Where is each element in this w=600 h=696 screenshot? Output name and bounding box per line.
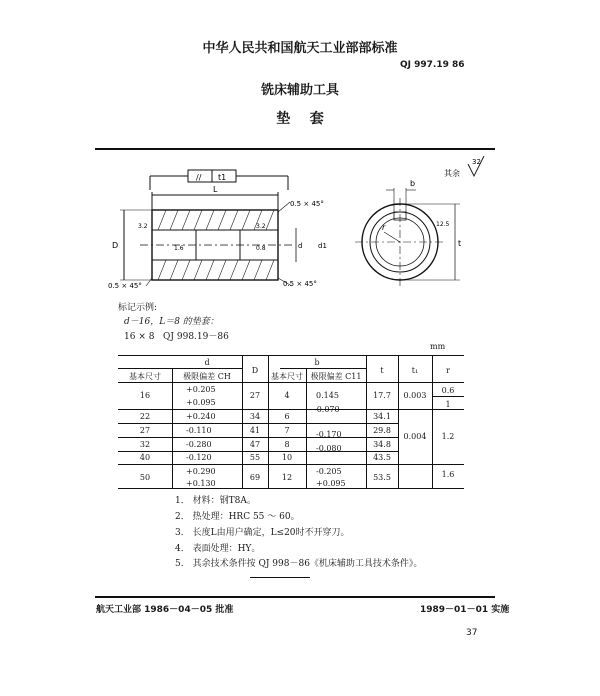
chamfer-1: 0.5 × 45° bbox=[290, 200, 324, 208]
table-top-rule bbox=[118, 355, 464, 356]
row5-d: 40 bbox=[139, 453, 151, 462]
row2-t: 34.1 bbox=[373, 412, 391, 421]
parallel-symbol: // bbox=[196, 173, 202, 182]
row2-dev-up: +0.240 bbox=[186, 412, 216, 421]
row5-t: 43.5 bbox=[373, 453, 391, 462]
row6-dev-up: +0.290 bbox=[186, 467, 216, 476]
sub-nominal-d: 基本尺寸 bbox=[129, 372, 161, 381]
row6-d: 50 bbox=[139, 473, 151, 482]
sub-nominal-b: 基本尺寸 bbox=[271, 372, 303, 381]
row4-b: 8 bbox=[284, 440, 290, 449]
b-dev-1-up: 0.145 bbox=[316, 391, 339, 400]
category-title: 铣床辅助工具 bbox=[260, 83, 339, 98]
row6-t: 53.5 bbox=[373, 473, 391, 482]
table-unit: mm bbox=[430, 342, 446, 351]
head-t1: t₁ bbox=[411, 366, 419, 375]
row5-dev-up: -0.120 bbox=[186, 453, 212, 462]
row2-b: 6 bbox=[284, 412, 290, 421]
row3-t: 29.8 bbox=[373, 426, 391, 435]
note-3: 3． 长度L由用户确定，L≤20时不开穿刀。 bbox=[175, 528, 350, 538]
b-dev-1-low: -0.070 bbox=[314, 405, 340, 414]
note-4: 4． 表面处理：HY。 bbox=[175, 544, 261, 554]
effective-date: 1989－01－01 实施 bbox=[420, 605, 510, 615]
label-t1: t1 bbox=[218, 173, 227, 182]
note-1: 1． 材料：钢T8A。 bbox=[175, 496, 256, 506]
head-t: t bbox=[380, 366, 384, 375]
part-name: 垫 套 bbox=[276, 111, 324, 127]
roughness-3: 0.8 bbox=[256, 245, 266, 252]
row6-D: 69 bbox=[249, 473, 261, 482]
row4-d: 32 bbox=[139, 440, 151, 449]
standard-code: QJ 997.19 86 bbox=[400, 60, 465, 70]
row1-dev-up: +0.205 bbox=[186, 385, 216, 394]
note-5: 5． 其余技术条件按 QJ 998－86《机床辅助工具技术条件》。 bbox=[175, 559, 423, 569]
label-D: D bbox=[112, 241, 119, 250]
approved-date: 航天工业部 1986－04－05 批准 bbox=[96, 605, 234, 615]
row4-t: 34.8 bbox=[373, 440, 391, 449]
r-c: 1.2 bbox=[441, 432, 455, 441]
b-dev-2-up: -0.170 bbox=[316, 430, 342, 439]
head-b: b bbox=[314, 358, 320, 367]
note-2: 2． 热处理：HRC 55 ～ 60。 bbox=[175, 512, 300, 522]
t1-a: 0.003 bbox=[403, 391, 427, 400]
end-mark bbox=[250, 577, 310, 578]
row3-b: 7 bbox=[284, 426, 290, 435]
row6-dev-low: +0.130 bbox=[186, 479, 216, 488]
label-t: t bbox=[458, 239, 462, 248]
row3-D: 41 bbox=[249, 426, 261, 435]
row1-D: 27 bbox=[249, 391, 261, 400]
surface-note: 其余 bbox=[444, 169, 460, 178]
standard-title: 中华人民共和国航天工业部部标准 bbox=[202, 41, 398, 56]
row1-t: 17.7 bbox=[373, 391, 391, 400]
head-d: d bbox=[204, 358, 210, 367]
t1-b: 0.004 bbox=[403, 432, 427, 441]
r-b: 1 bbox=[445, 400, 451, 409]
chamfer-3: 0.5 × 45° bbox=[108, 282, 142, 290]
label-L: L bbox=[213, 185, 218, 194]
row3-dev-up: -0.110 bbox=[186, 426, 212, 435]
r-d: 1.6 bbox=[441, 470, 455, 479]
row1-b: 4 bbox=[284, 391, 290, 400]
head-D: D bbox=[251, 366, 259, 375]
roughness-5: 12.5 bbox=[436, 221, 450, 228]
row2-d: 22 bbox=[139, 412, 151, 421]
label-b: b bbox=[410, 179, 416, 188]
label-d: d bbox=[298, 242, 303, 250]
page-number: 37 bbox=[466, 628, 478, 638]
row4-D: 47 bbox=[249, 440, 261, 449]
surface-value: 32 bbox=[472, 158, 481, 166]
sub-limit-d: 极限偏差 CH bbox=[183, 372, 231, 381]
row6-b: 12 bbox=[281, 473, 293, 482]
footer-rule bbox=[95, 596, 495, 598]
sub-limit-b: 极限偏差 C11 bbox=[310, 372, 362, 381]
head-r: r bbox=[446, 366, 450, 375]
marking-line-1: d－16，L＝8 的垫套： bbox=[124, 317, 219, 327]
roughness-4: 3.2 bbox=[256, 223, 266, 230]
marking-title: 标记示例: bbox=[118, 303, 158, 313]
roughness-1: 3.2 bbox=[138, 223, 148, 230]
row5-b: 10 bbox=[281, 453, 293, 462]
chamfer-2: 0.5 × 45° bbox=[283, 280, 317, 288]
roughness-2: 1.6 bbox=[174, 245, 184, 252]
r-a: 0.6 bbox=[441, 386, 455, 395]
technical-drawing bbox=[100, 150, 500, 300]
marking-line-2: 16 × 8 QJ 998.19－86 bbox=[124, 332, 229, 342]
table-bottom-rule bbox=[118, 488, 464, 489]
label-r: r bbox=[382, 223, 386, 232]
row1-d: 16 bbox=[139, 391, 151, 400]
row4-dev-up: -0.280 bbox=[186, 440, 212, 449]
label-d1: d1 bbox=[318, 242, 327, 250]
row3-d: 27 bbox=[139, 426, 151, 435]
row1-dev-low: +0.095 bbox=[186, 398, 216, 407]
b-dev-3-low: +0.095 bbox=[316, 479, 346, 488]
row2-D: 34 bbox=[249, 412, 261, 421]
b-dev-2-low: -0.080 bbox=[316, 444, 342, 453]
row5-D: 55 bbox=[249, 453, 261, 462]
b-dev-3-up: -0.205 bbox=[316, 467, 342, 476]
